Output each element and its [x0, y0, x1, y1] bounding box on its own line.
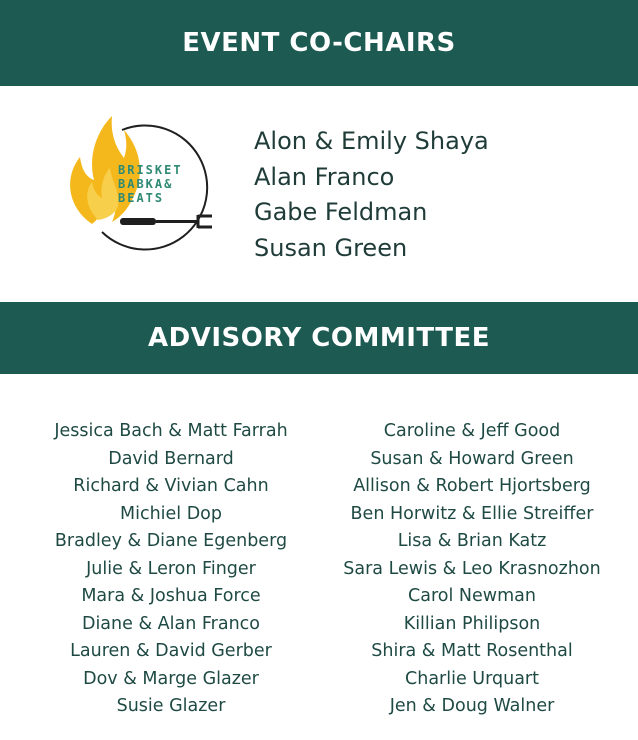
- committee-member: Carol Newman: [408, 586, 536, 606]
- committee-member: Lauren & David Gerber: [70, 641, 272, 661]
- committee-member: Killian Philipson: [403, 613, 541, 634]
- committee-right-column: [322, 418, 622, 721]
- committee-member: Susie Glazer: [116, 696, 226, 716]
- committee-member: Susan & Howard Green: [370, 448, 574, 469]
- committee-member: Sara Lewis & Leo Krasnozhon: [343, 558, 601, 579]
- committee-member: David Bernard: [108, 448, 234, 469]
- co-chair-name: Gabe Feldman: [254, 198, 428, 226]
- committee-member: Jessica Bach & Matt Farrah: [54, 421, 288, 441]
- co-chairs-list: [254, 124, 489, 266]
- committee-member: Diane & Alan Franco: [81, 613, 261, 634]
- committee-member: Caroline & Jeff Good: [383, 421, 561, 441]
- logo-text-babka: BABKA&: [118, 177, 174, 191]
- committee-member: Bradley & Diane Egenberg: [54, 531, 288, 551]
- committee-member: Richard & Vivian Cahn: [73, 476, 269, 496]
- committee-member: Julie & Leron Finger: [86, 558, 256, 579]
- committee-member: Charlie Urquart: [405, 668, 539, 689]
- committee-member: Jen & Doug Walner: [389, 696, 555, 716]
- committee-member: Mara & Joshua Force: [81, 586, 261, 606]
- event-co-chairs-banner: [0, 0, 638, 86]
- committee-member: Lisa & Brian Katz: [397, 531, 547, 551]
- co-chairs-title: EVENT CO-CHAIRS: [182, 28, 456, 58]
- logo-text-brisket: BRISKET: [118, 163, 183, 177]
- co-chair-name: Alan Franco: [254, 162, 395, 191]
- co-chair-name: Susan Green: [254, 233, 408, 262]
- brisket-babka-beats-logo: [62, 112, 232, 252]
- logo-text-beats: BEATS: [118, 191, 165, 205]
- fork-handle-icon: [120, 218, 156, 225]
- advisory-committee-title: ADVISORY COMMITTEE: [148, 323, 490, 353]
- committee-member: Shira & Matt Rosenthal: [371, 641, 573, 661]
- advisory-committee-banner: [0, 302, 638, 374]
- co-chair-name: Alon & Emily Shaya: [254, 127, 489, 155]
- committee-member: Michiel Dop: [119, 503, 223, 524]
- committee-member: Allison & Robert Hjortsberg: [353, 476, 591, 496]
- committee-left-column: [21, 418, 321, 721]
- committee-member: Dov & Marge Glazer: [83, 668, 259, 689]
- committee-member: Ben Horwitz & Ellie Streiffer: [350, 503, 594, 524]
